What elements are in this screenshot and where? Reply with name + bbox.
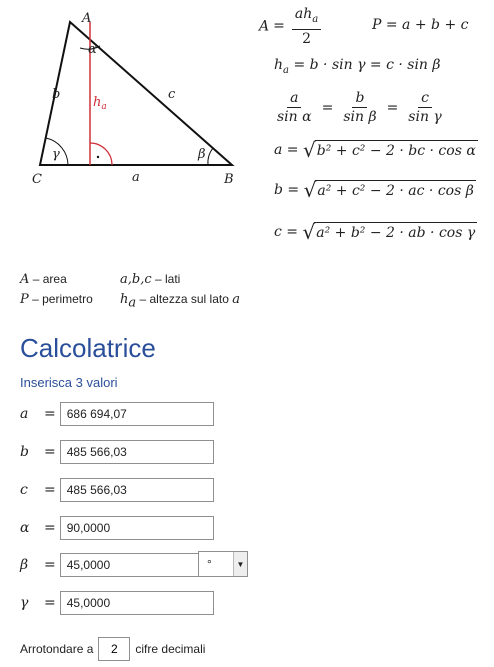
field-label-alpha: α <box>20 520 30 536</box>
sine-rule-formula: $\frac{a}{\text{sin α}}$ = $\frac{b}{\text{sin β}}$ = $\frac{c}{\text{sin γ}}$ <box>277 90 442 125</box>
field-label-c: c <box>20 482 28 498</box>
field-row-b: b = 485 566,03 <box>20 438 214 466</box>
vertex-c-label: C <box>32 172 42 187</box>
legend-perimeter: P – perimetro <box>20 292 93 307</box>
field-row-gamma: γ = 45,0000 <box>20 589 214 617</box>
side-a-input[interactable] <box>60 402 214 426</box>
right-angle-dot <box>97 156 99 158</box>
legend-sides: a,b,c – lati <box>120 272 181 287</box>
field-row-c: c = 485 566,03 <box>20 476 214 504</box>
side-b-label: b <box>52 87 61 102</box>
side-a-label: a <box>132 170 140 185</box>
legend-height: $h_a$ – altezza sul lato a <box>120 292 240 311</box>
cosine-rule-b: b = √ a² + c² − 2 · ac · cos β <box>274 178 474 202</box>
angle-unit-select[interactable] <box>198 551 248 577</box>
field-label-a: a <box>20 406 29 422</box>
angle-gamma-input[interactable] <box>60 591 214 615</box>
cosine-rule-c: c = √ a² + b² − 2 · ab · cos γ <box>274 220 476 244</box>
height-label: $h_a$ <box>93 95 107 112</box>
gamma-label: γ <box>52 147 60 162</box>
legend-area: A – area <box>20 272 67 287</box>
alpha-label: α <box>88 42 97 57</box>
field-row-a: a = 686 694,07 <box>20 400 214 428</box>
chevron-down-icon[interactable]: ▼ <box>233 552 247 576</box>
calculator-title: Calcolatrice <box>20 333 156 363</box>
triangle-diagram <box>20 8 250 188</box>
vertex-b-label: B <box>224 172 234 187</box>
field-row-alpha: α = 90,0000 <box>20 514 214 542</box>
field-label-beta: β <box>20 557 29 573</box>
side-c-label: c <box>168 87 176 102</box>
calculator-subtitle: Inserisca 3 valori <box>20 375 118 390</box>
perimeter-formula: P = a + b + c <box>372 17 469 33</box>
beta-label: β <box>198 147 206 162</box>
side-b-input[interactable] <box>60 440 214 464</box>
rounding-row <box>20 637 205 661</box>
beta-arc <box>208 148 213 165</box>
triangle-shape <box>40 22 232 165</box>
vertex-a-label: A <box>82 11 92 26</box>
rounding-prefix: Arrotondare a <box>20 642 94 656</box>
field-row-beta: β = 45,0000 <box>20 551 214 579</box>
rounding-suffix: cifre decimali <box>135 642 206 656</box>
angle-alpha-input[interactable] <box>60 516 214 540</box>
area-formula: A = $\frac{ah_a}{2}$ <box>259 6 324 47</box>
right-angle-arc <box>90 143 112 165</box>
cosine-rule-a: a = √ b² + c² − 2 · bc · cos α <box>274 138 476 162</box>
field-label-b: b <box>20 444 29 460</box>
height-formula: $h_a = b \cdot \sin \gamma = c \cdot \sin \beta$ <box>274 57 441 76</box>
side-c-input[interactable] <box>60 478 214 502</box>
angle-unit-value: ° <box>207 557 212 571</box>
angle-beta-input[interactable] <box>60 553 214 577</box>
field-label-gamma: γ <box>20 595 29 611</box>
decimal-places-input[interactable] <box>98 637 130 661</box>
